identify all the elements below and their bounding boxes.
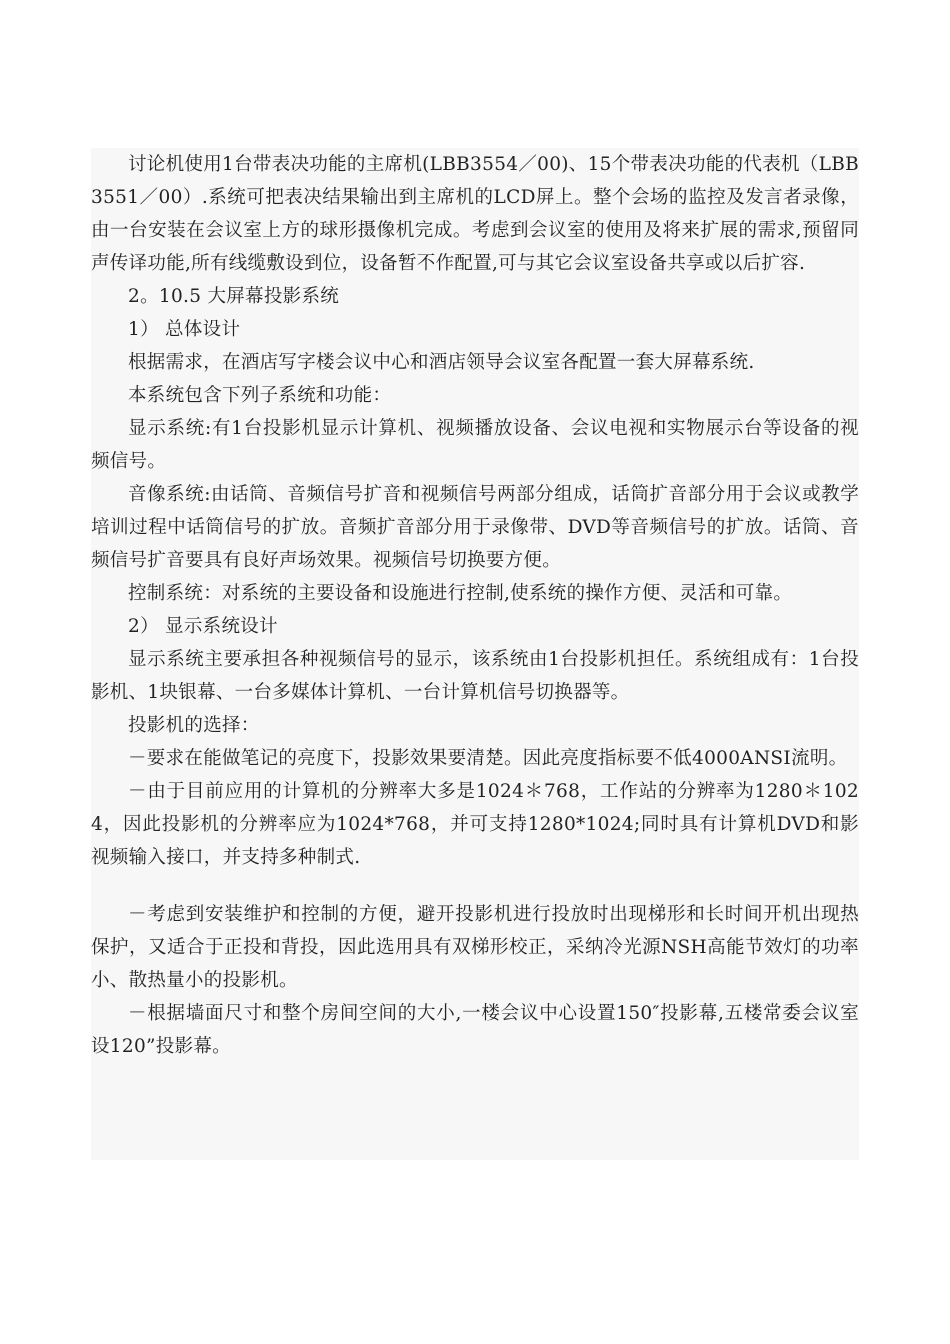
paragraph-resolution-requirement: －由于目前应用的计算机的分辨率大多是1024＊768，工作站的分辨率为1280＊1024，因此投影机的分辨率应为1024*768，并可支持1280*1024;同时具有计算机DVD和影视频输入接口，并支持多种制式. bbox=[91, 781, 859, 868]
paragraph-screen-size: －根据墙面尺寸和整个房间空间的大小,一楼会议中心设置150″投影幕,五楼常委会议室设120”投影幕。 bbox=[91, 1003, 859, 1057]
paragraph-installation-maintenance: －考虑到安装维护和控制的方便，避开投影机进行投放时出现梯形和长时间开机出现热保护，又适合于正投和背投，因此选用具有双梯形校正，采纳冷光源NSH高能节效灯的功率小、散热量小的投影机。 bbox=[91, 904, 859, 991]
paragraph-display-composition: 显示系统主要承担各种视频信号的显示，该系统由1台投影机担任。系统组成有：1台投影机、1块银幕、一台多媒体计算机、一台计算机信号切换器等。 bbox=[91, 649, 859, 703]
paragraph-discussion-units: 讨论机使用1台带表决功能的主席机(LBB3554／00)、15个带表决功能的代表机（LBB3551／00）.系统可把表决结果输出到主席机的LCD屏上。整个会场的监控及发言者录像，由一台安装在会议室上方的球形摄像机完成。考虑到会议室的使用及将来扩展的需求,预留同声传译功能,所有线缆敷设到位，设备暂不作配置,可与其它会议室设备共享或以后扩容. bbox=[91, 154, 859, 274]
section-heading-projection-system: 2。10.5 大屏幕投影系统 bbox=[128, 286, 340, 307]
paragraph-display-system: 显示系统:有1台投影机显示计算机、视频播放设备、会议电视和实物展示台等设备的视频信号。 bbox=[91, 418, 859, 472]
subheading-display-design: 2） 显示系统设计 bbox=[128, 616, 278, 637]
paragraph-brightness-requirement: －要求在能做笔记的亮度下，投影效果要清楚。因此亮度指标要不低4000ANSI流明。 bbox=[128, 748, 848, 769]
paragraph-audio-video-system: 音像系统:由话筒、音频信号扩音和视频信号两部分组成，话筒扩音部分用于会议或教学培训过程中话筒信号的扩放。音频扩音部分用于录像带、DVD等音频信号的扩放。话筒、音频信号扩音要具有良好声场效果。视频信号切换要方便。 bbox=[91, 484, 859, 571]
paragraph-subsystems-intro: 本系统包含下列子系统和功能： bbox=[128, 385, 392, 406]
paragraph-control-system: 控制系统：对系统的主要设备和设施进行控制,使系统的操作方便、灵活和可靠。 bbox=[128, 583, 793, 604]
document-page bbox=[91, 148, 859, 1160]
paragraph-projector-selection: 投影机的选择： bbox=[128, 715, 260, 736]
paragraph-requirements: 根据需求，在酒店写字楼会议中心和酒店领导会议室各配置一套大屏幕系统. bbox=[128, 352, 755, 373]
subheading-overall-design: 1） 总体设计 bbox=[128, 319, 241, 340]
